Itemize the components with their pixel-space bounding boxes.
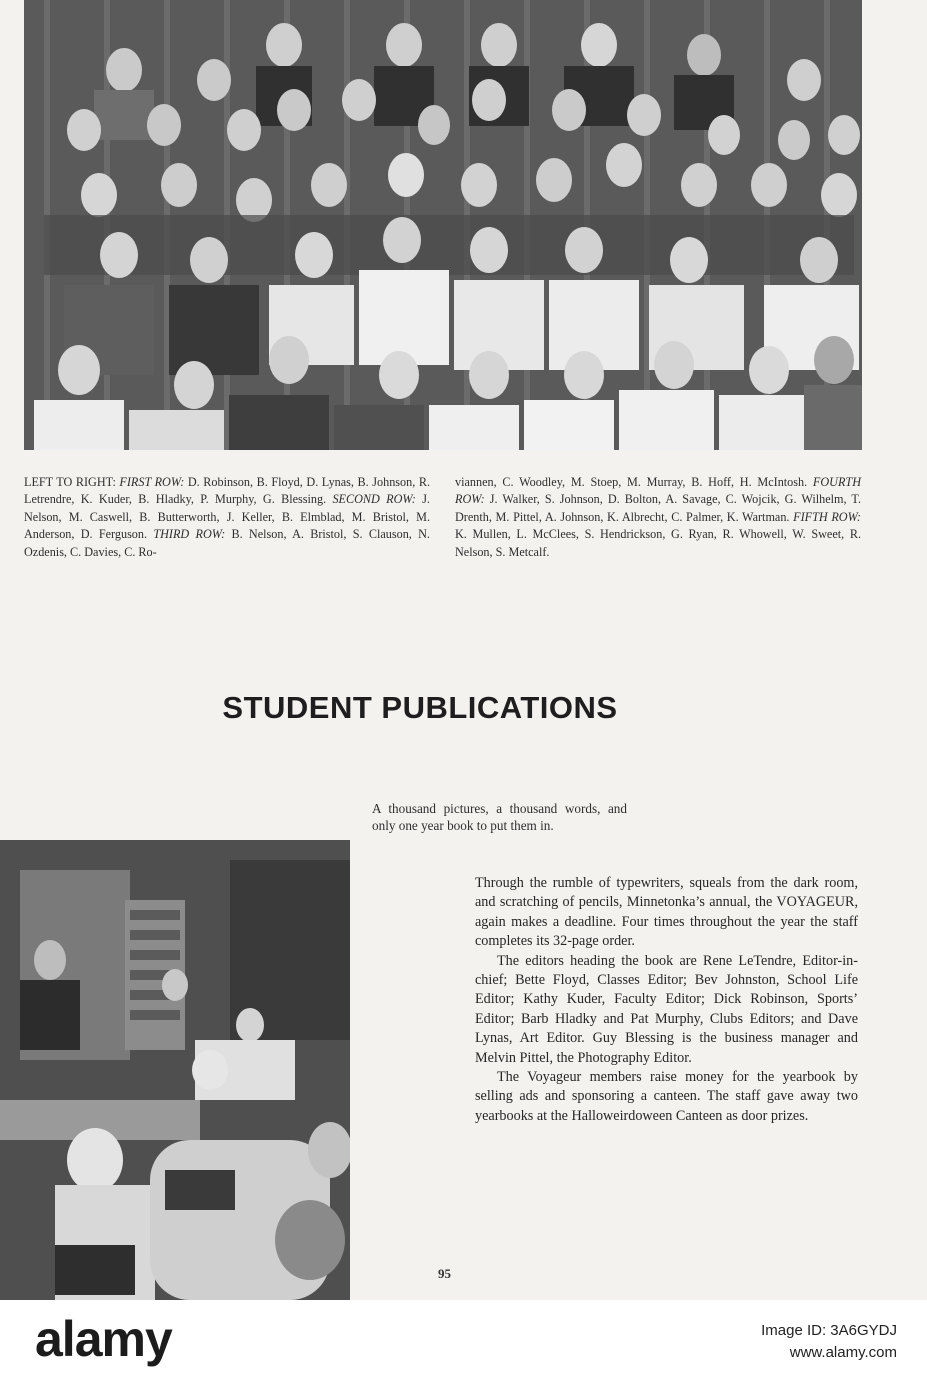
article-body: [475, 874, 858, 1126]
yearbook-office-photo: [0, 840, 350, 1300]
caption-row-label: THIRD ROW:: [153, 527, 226, 542]
caption-row-label: SECOND ROW:: [332, 492, 416, 507]
caption-row-label: FOURTH ROW:: [455, 475, 861, 507]
caption-text: B. Nelson, A. Bristol, S. Clauson, N. Ozdenis, C. Davies, C. Ro-: [24, 527, 430, 559]
caption-text: D. Robinson, B. Floyd, D. Lynas, B. Johnson, R. Letrendre, K. Kuder, B. Hladky, P. Murphy, G. Blessing.: [24, 475, 431, 507]
caption-row-label: FIRST ROW:: [119, 475, 185, 489]
group-photo-figures: [24, 0, 862, 450]
caption-text: K. Mullen, L. McClees, S. Hendrickson, G. Ryan, R. Whowell, W. Sweet, R. Nelson, S. Metcalf.: [455, 527, 861, 559]
watermark-info: [761, 1320, 897, 1364]
caption-row-label: FIFTH ROW:: [793, 509, 861, 524]
office-photo-scene: [0, 840, 350, 1300]
caption-text: J. Nelson, M. Caswell, B. Butterworth, J. Keller, B. Elmblad, M. Bristol, M. Anderson, D. Ferguson.: [24, 492, 430, 542]
intro-text: A thousand pictures, a thousand words, and only one year book to put them in.: [372, 801, 627, 833]
article-paragraph: The Voyageur members raise money for the yearbook by selling ads and sponsoring a canteen. The staff gave away two yearbooks at the Halloweirdoween Canteen as door prizes.: [475, 1069, 858, 1124]
caption-text: viannen, C. Woodley, M. Stoep, M. Murray, B. Hoff, H. McIntosh.: [455, 475, 813, 489]
site-url: www.alamy.com: [789, 1344, 897, 1361]
page-number: 95: [438, 1266, 451, 1281]
caption-left: [24, 474, 430, 561]
group-photo: [24, 0, 862, 450]
article-paragraph: The editors heading the book are Rene LeTendre, Editor-in-chief; Bette Floyd, Classes Editor; Bev Johnston, School Life Editor; Kathy Kuder, Faculty Editor; Dick Robinson, Sports’ Editor; Barb Hladky and Pat Murphy, Clubs Editors; and Dave Lynas, Art Editor. Guy Blessing is the business manager and Melvin Pittel, the Photography Editor.: [475, 952, 858, 1066]
caption-text: J. Walker, S. Johnson, D. Bolton, A. Savage, C. Wojcik, G. Wilhelm, T. Drenth, M. Pittel, A. Johnson, K. Albrecht, C. Palmer, K. Wartman.: [455, 492, 861, 524]
image-id: Image ID: 3A6GYDJ: [761, 1322, 897, 1339]
section-title: STUDENT PUBLICATIONS: [222, 690, 618, 725]
alamy-logo: alamy: [35, 1311, 172, 1367]
caption-right: [455, 474, 861, 561]
caption-text: LEFT TO RIGHT:: [24, 475, 120, 489]
article-paragraph: Through the rumble of typewriters, squeals from the dark room, and scratching of pencils, Minnetonka’s annual, the VOYAGEUR, again makes a deadline. Four times throughout the year the staff completes its 32-page order.: [475, 875, 858, 950]
